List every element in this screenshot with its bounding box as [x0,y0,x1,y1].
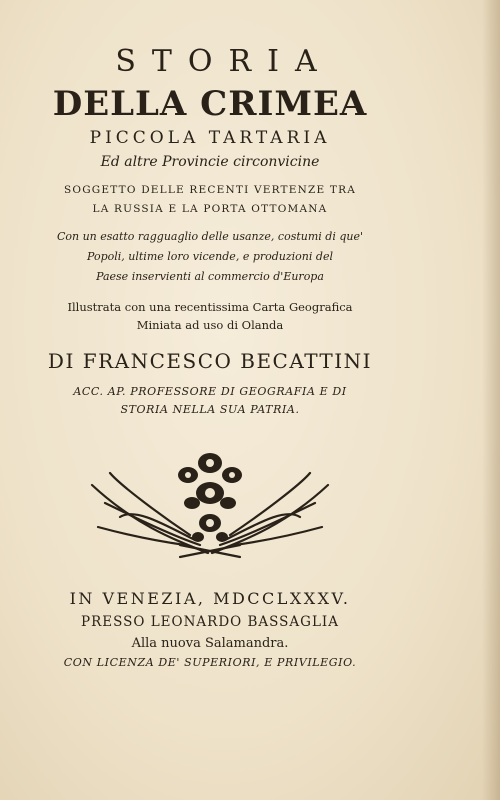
details-line-2: Popoli, ultime loro vicende, e produzioni del [87,250,333,263]
details-line-1: Con un esatto ragguaglio delle usanze, costumi di que' [56,230,364,243]
subject-line-2: LA RUSSIA E LA PORTA OTTOMANA [92,203,328,215]
subject-line-1: SOGGETTO DELLE RECENTI VERTENZE TRA [64,184,356,196]
imprint-license: CON LICENZA DE' SUPERIORI, E PRIVILEGIO. [63,656,357,669]
map-line-1: Illustrata con una recentissima Carta Geografica [67,300,353,314]
floral-vignette-icon [80,445,340,565]
imprint-place-date: IN VENEZIA, MDCCLXXXV. [69,589,351,608]
author-name: DI FRANCESCO BECATTINI [47,349,373,373]
title-storia: STORIA [115,44,333,79]
imprint-sign: Alla nuova Salamandra. [131,636,289,651]
page-edge-shadow [482,0,500,800]
imprint-printer: PRESSO LEONARDO BASSAGLIA [80,614,340,630]
map-line-2: Miniata ad uso di Olanda [136,318,284,332]
author-role-1: ACC. AP. PROFESSORE DI GEOGRAFIA E DI [73,385,347,398]
details-line-3: Paese inservienti al commercio d'Europa [96,270,324,283]
title-subtitle: PICCOLA TARTARIA [89,128,331,148]
title-main: DELLA CRIMEA [52,84,368,124]
author-role-2: STORIA NELLA SUA PATRIA. [120,403,300,416]
provinces-line: Ed altre Provincie circonvicine [100,154,320,170]
